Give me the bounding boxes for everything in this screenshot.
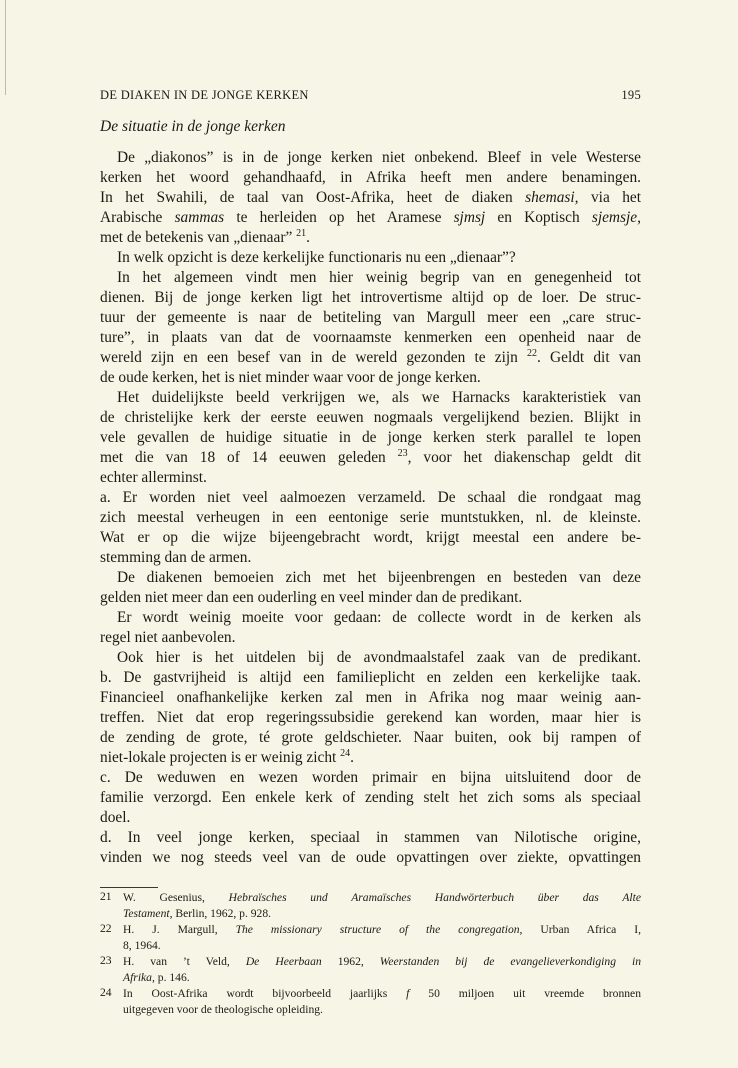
text-line [100,248,641,268]
text-segment: 50 miljoen uit vreemde bronnen [409,987,641,1000]
text-line [100,528,641,548]
text-segment: sjmsj [453,209,486,226]
text-segment: via het [578,189,641,206]
footnote-number: 24 [100,986,112,999]
text-segment: Afrika, [123,971,155,984]
footnote-line [123,970,641,986]
text-segment: De Heerbaan [245,955,322,968]
text-segment: 8, 1964. [123,939,161,952]
footnote-line [123,986,641,1002]
running-header [100,88,641,103]
text-line [100,468,641,488]
text-segment: Het duidelijkste beeld verkrijgen we, als we Harnacks karakteristiek van [117,389,641,406]
text-segment: a. Er worden niet veel aalmoezen verzameld. De schaal die rondgaat mag [100,489,641,506]
text-line [100,268,641,288]
text-line [100,488,641,508]
text-line [100,228,641,248]
text-segment: The missionary structure of the congregation, [235,923,523,936]
text-segment: met de betekenis van „dienaar” [100,229,297,246]
section-heading: De situatie in de jonge kerken [100,118,286,135]
text-line [100,688,641,708]
footnote-line [123,906,641,922]
text-line [100,348,641,368]
footnote [100,954,641,986]
text-segment: In welk opzicht is deze kerkelijke functionaris nu een „dienaar”? [117,249,516,266]
footnote-rule [100,887,158,888]
text-segment: . Geldt dit van [537,349,641,366]
text-segment: echter allerminst. [100,469,207,486]
text-segment: zich meestal verheugen in een eentonige serie muntstukken, nl. de kleinste. [100,509,641,526]
text-line [100,748,641,768]
footnote-reference: 21 [296,228,307,239]
text-segment: Wat er op die wijze bijeengebracht wordt, krijgt meestal een andere be- [100,529,641,546]
text-segment: In het Swahili, de taal van Oost-Afrika, heet de diaken [100,189,526,206]
text-line [100,668,641,688]
text-line [100,508,641,528]
text-segment: , voor het diakenschap geldt dit [407,449,642,466]
footnote-number: 23 [100,954,112,967]
footnotes [100,890,641,1018]
text-segment: niet-lokale projecten is er weinig zicht [100,749,341,766]
text-segment: familie verzorgd. Een enkele kerk of zending stelt het zich soms als speciaal [100,789,641,806]
text-segment: . [350,749,355,766]
text-segment: Berlin, 1962, p. 928. [172,907,272,920]
footnote-line [123,954,641,970]
text-segment: In het algemeen vindt men hier weinig begrip van en genegenheid tot [117,269,641,286]
text-segment: Arabische [100,209,175,226]
text-segment: stemming dan de armen. [100,549,252,566]
footnote-number: 21 [100,890,112,903]
text-line [100,188,641,208]
text-segment: uitgegeven voor de theologische opleiding. [123,1003,323,1016]
text-segment: H. van ’t Veld, [123,955,246,968]
text-segment: met die van 18 of 14 eeuwen geleden [100,449,398,466]
page-number: 195 [621,88,641,102]
text-segment: d. In veel jonge kerken, speciaal in stammen van Nilotische origine, [100,829,641,846]
footnote-line [123,1002,641,1018]
footnote-reference: 22 [527,348,537,359]
footnote [100,890,641,922]
text-segment: Weerstanden bij de evangelieverkondiging in [379,955,642,968]
text-line [100,448,641,468]
text-segment: sjemsje, [591,209,641,226]
text-segment: vele gevallen de huidige situatie in de jonge kerken sterk parallel te lopen [100,429,641,446]
text-line [100,368,641,388]
text-segment: te herleiden op het Aramese [224,209,454,226]
text-segment: p. 146. [154,971,190,984]
running-title: DE DIAKEN IN DE JONGE KERKEN [100,88,309,102]
footnote [100,986,641,1018]
text-segment: vinden we nog steeds veel van de oude opvattingen over ziekte, opvattingen [100,849,641,866]
text-segment: dienen. Bij de jonge kerken ligt het introvertisme altijd op de loer. De struc- [100,289,641,306]
text-segment: treffen. Niet dat erop regeringssubsidie gerekend kan worden, maar hier is [100,709,641,726]
text-segment: gelden niet meer dan een ouderling en veel minder dan de predikant. [100,589,523,606]
text-segment: W. Gesenius, [123,891,229,904]
text-segment: Urban Africa I, [522,923,641,936]
text-line [100,328,641,348]
text-line [100,588,641,608]
text-segment: wereld zijn en een besef van in de wereld gezonden te zijn [100,349,527,366]
text-segment: Ook hier is het uitdelen bij de avondmaalstafel zaak van de predikant. [117,649,641,666]
text-line [100,608,641,628]
text-segment: Testament, [123,907,173,920]
text-line [100,568,641,588]
text-line [100,388,641,408]
scan-edge-line [5,0,6,95]
footnote-line [123,938,641,954]
text-segment: sammas [174,209,225,226]
text-segment: Financieel onafhankelijke kerken zal men in Afrika nog maar weinig aan- [100,689,641,706]
text-line [100,708,641,728]
text-line [100,168,641,188]
text-segment: de zending de grote, té grote geldschieter. Naar buiten, ook bij rampen of [100,729,641,746]
text-segment: doel. [100,809,131,826]
footnote [100,922,641,954]
text-line [100,848,641,868]
body-text [100,148,641,868]
text-segment: kerken het woord gehandhaafd, in Afrika heeft men andere benamingen. [100,169,641,186]
text-segment: De diakenen bemoeien zich met het bijeenbrengen en besteden van deze [117,569,641,586]
text-segment: ture”, in plaats van dat de voornaamste kenmerken een openheid naar de [100,329,641,346]
text-segment: 1962, [321,955,380,968]
text-segment: de christelijke kerk der eerste eeuwen nogmaals vergelijkend bezien. Blijkt in [100,409,641,426]
text-segment: De „diakonos” is in de jonge kerken niet onbekend. Bleef in vele Westerse [117,149,641,166]
text-line [100,808,641,828]
text-line [100,288,641,308]
text-line [100,408,641,428]
text-line [100,208,641,228]
footnote-line [123,922,641,938]
text-segment: . [306,229,310,246]
text-line [100,548,641,568]
text-segment: Er wordt weinig moeite voor gedaan: de collecte wordt in de kerken als [117,609,641,626]
text-line [100,148,641,168]
text-segment: tuur der gemeente is naar de betiteling van Margull meer een „care struc- [100,309,641,326]
text-segment: In Oost-Afrika wordt bijvoorbeeld jaarlijks [123,987,407,1000]
text-line [100,788,641,808]
text-line [100,768,641,788]
text-line [100,828,641,848]
text-segment: en Koptisch [485,209,592,226]
footnote-line [123,890,641,906]
text-line [100,428,641,448]
text-segment: b. De gastvrijheid is altijd een familieplicht en zelden een kerkelijke taak. [100,669,641,686]
text-segment: f [406,987,410,1000]
text-line [100,308,641,328]
text-segment: shemasi, [525,189,579,206]
text-line [100,628,641,648]
text-segment: regel niet aanbevolen. [100,629,236,646]
text-segment: c. De weduwen en wezen worden primair en bijna uitsluitend door de [100,769,641,786]
footnote-number: 22 [100,922,112,935]
text-segment: H. J. Margull, [123,923,236,936]
text-segment: Hebraïsches und Aramaïsches Handwörterbuch über das Alte [228,891,641,904]
footnote-reference: 24 [340,748,351,759]
footnote-reference: 23 [397,448,408,459]
text-line [100,728,641,748]
text-segment: de oude kerken, het is niet minder waar voor de jonge kerken. [100,369,481,386]
text-line [100,648,641,668]
